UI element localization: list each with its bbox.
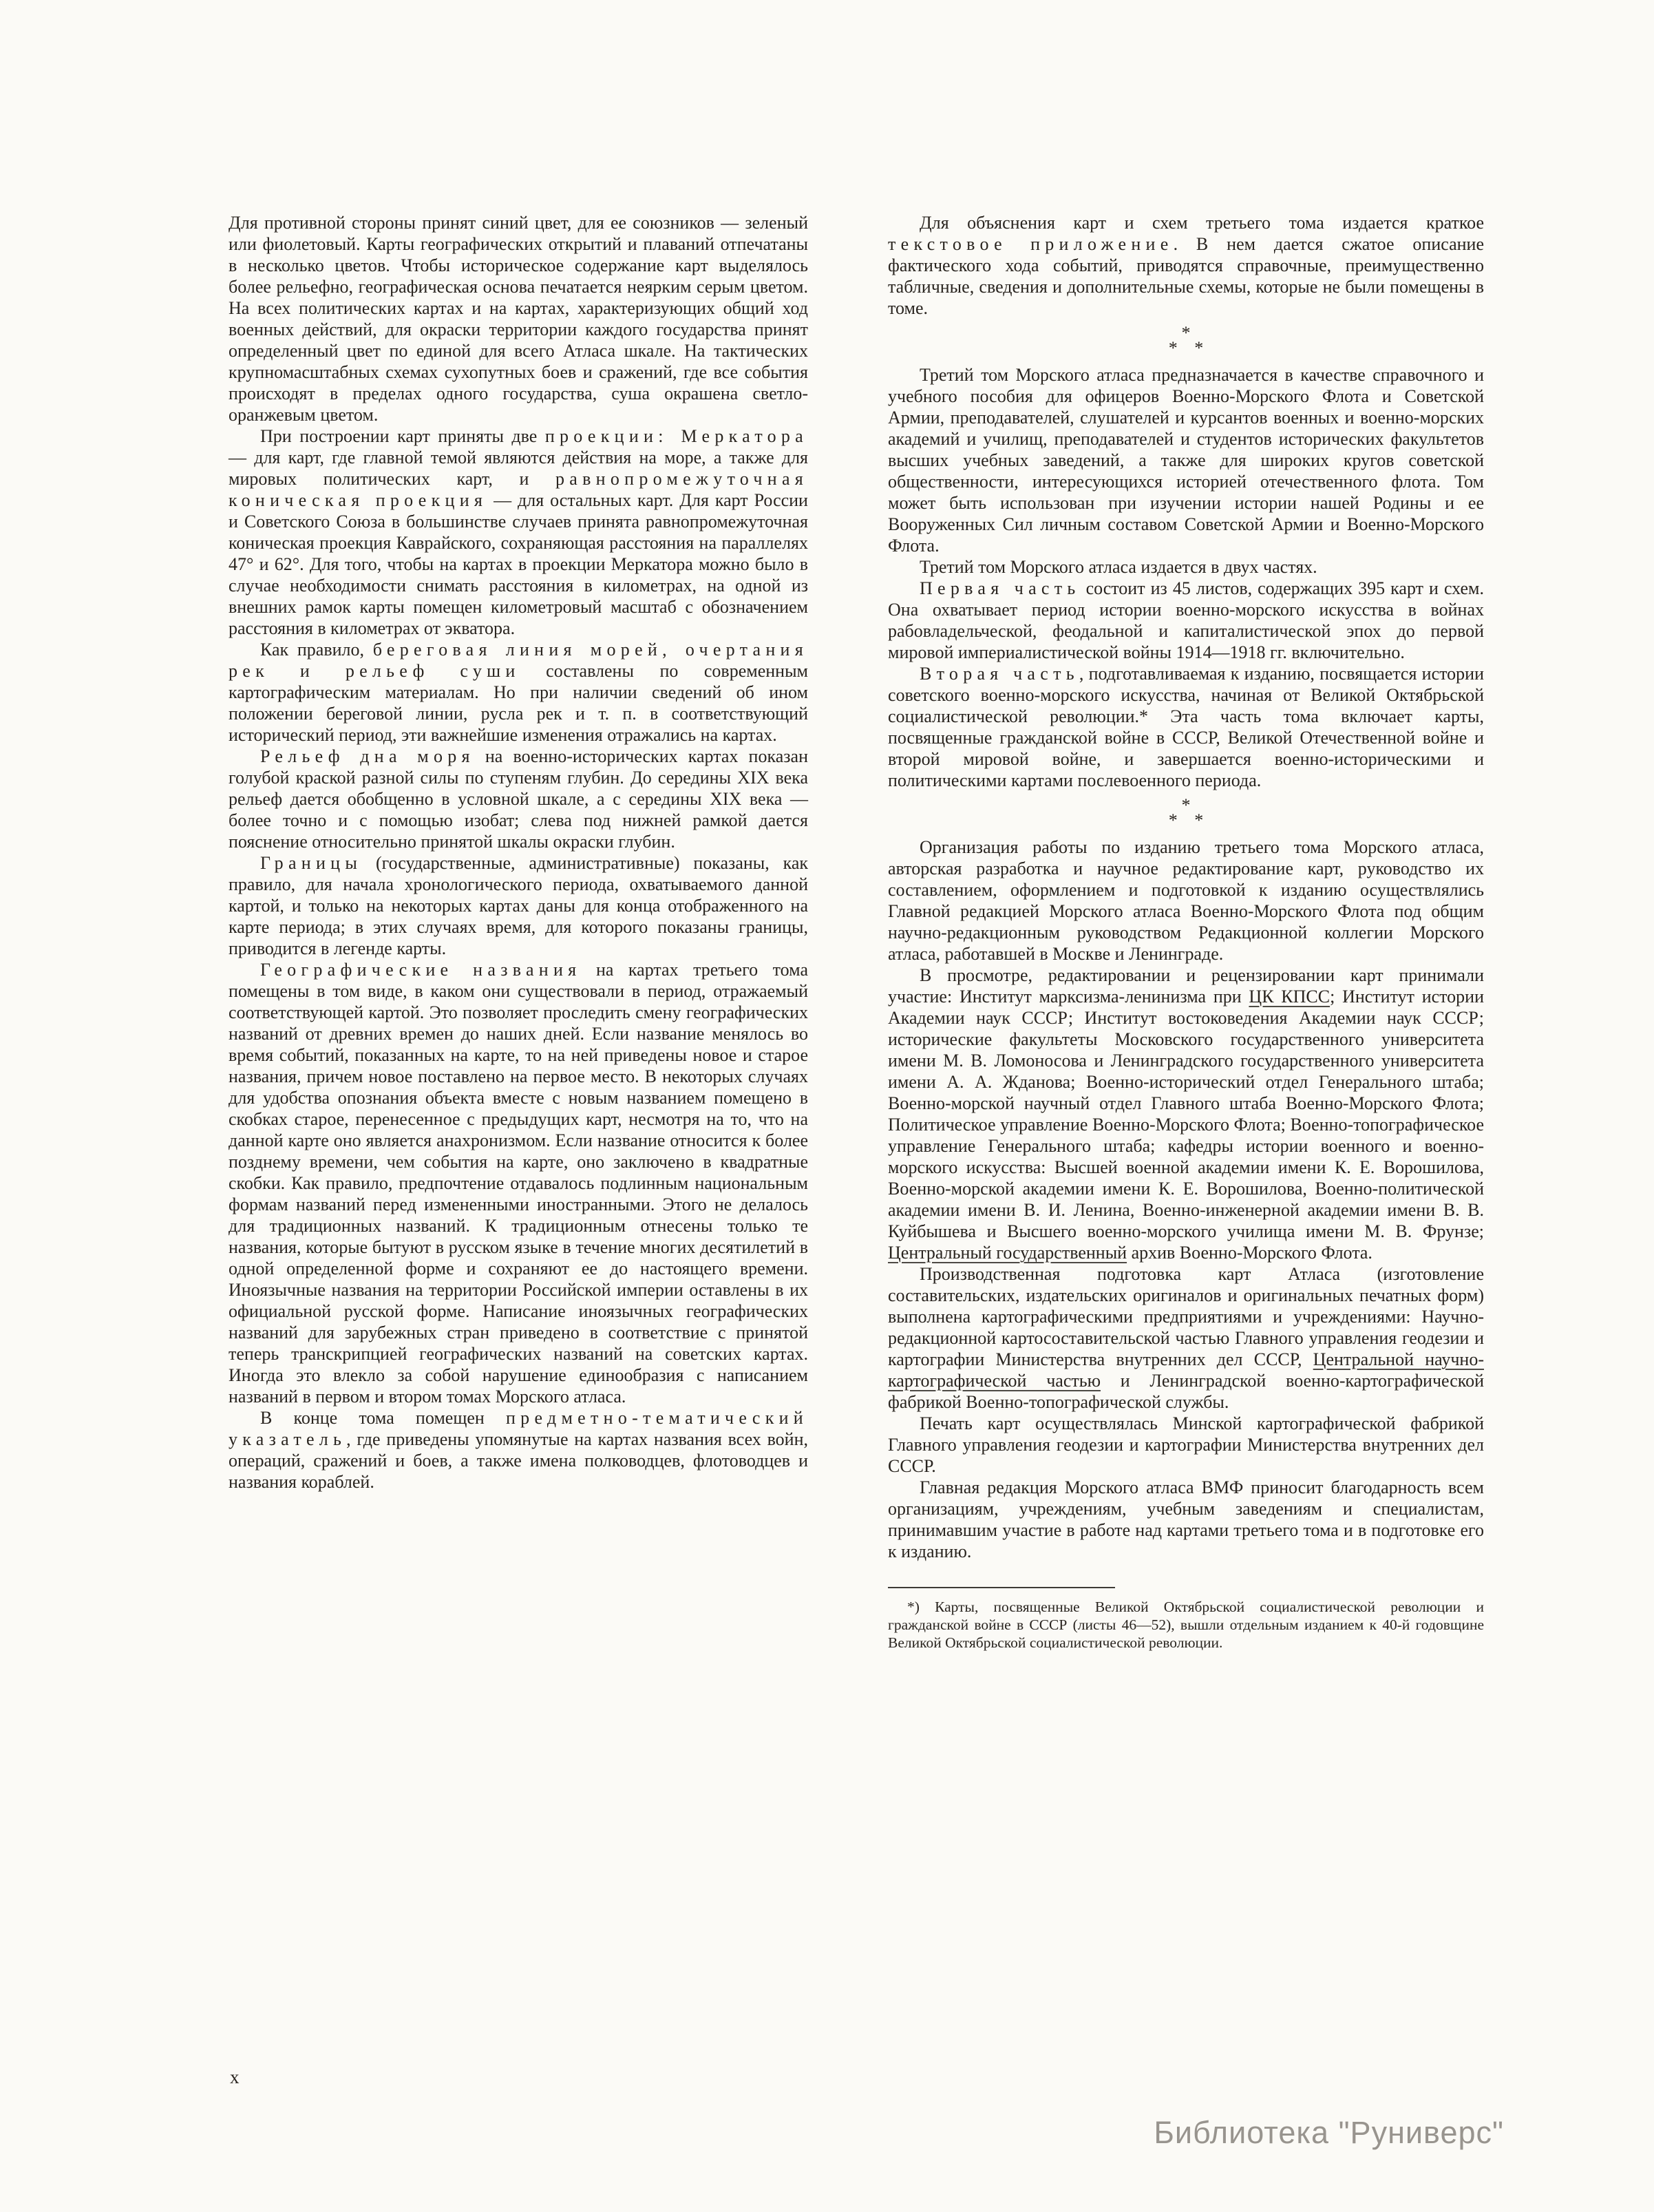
paragraph (229, 852, 808, 959)
paragraph (888, 556, 1484, 578)
text-segment: архив Военно-Морского Флота. (1127, 1243, 1372, 1263)
text-columns (229, 212, 1484, 1652)
text-segment: на картах третьего тома помещены в том виде, в каком они существовали в период, отражаемый соответствующей картой. Это позволяет проследить смену географических названий от древних времен до наших дней. Если название менялось во время событий, показанных на карте, то на ней приведены новое и старое названия, причем новое поставлено на первое место. В некоторых случаях для удобства опознания объекта вместе с новым названием помещено в скобках старое, перенесенное с предыдущих карт, несмотря на то, что на данной карте оно является анахронизмом. Если название относится к более позднему времени, чем события на карте, оно заключено в квадратные скобки. Как правило, предпочтение отдавалось подлинным национальным формам названий перед измененными иностранными. Этого не делалось для традиционных названий. К традиционным отнесены только те названия, которые бытуют в русском языке в течение многих десятилетий в одной определенной форме и сохраняют ее до настоящего времени. Иноязычные названия на территории Российской империи оставлены в их официальной русской форме. Написание иноязычных географических названий для зарубежных стран приведено в соответствие с принятой теперь транскрипцией географических названий на советских картах. Иногда это влекло за собой нарушение единообразия с написанием названий в первом и втором томах Морского атласа. (229, 960, 808, 1407)
paragraph (888, 1413, 1484, 1477)
paragraph (888, 663, 1484, 791)
paragraph (888, 965, 1484, 1263)
paragraph (888, 1477, 1484, 1562)
paragraph (229, 425, 808, 639)
paragraph (229, 639, 808, 746)
text-segment: , подготавливаемая к изданию, посвящается истории советского военно-морского искусства, начиная от Великой Октябрьской социалистической революции.* Эта часть тома включает карты, посвященные гражданской войне в СССР, Великой Отечественной войне и второй мировой войне, и завершается военно-историческими и политическими картами послевоенного периода. (888, 664, 1484, 790)
underlined-text: Центральной научно-картографической частью (888, 1349, 1484, 1391)
asterisk-separator: * * * (1168, 323, 1204, 358)
text-segment: Печать карт осуществлялась Минской картографической фабрикой Главного управления геодезии и картографии Министерства внутренних дел СССР. (888, 1413, 1484, 1476)
text-segment: — для карт, где главной темой являются действия на море, а также для мировых политических карт, и (229, 447, 808, 489)
emphasized-text: Вторая часть (920, 664, 1079, 684)
footnote (888, 1587, 1484, 1652)
text-segment: составлены по современным картографическим материалам. Но при наличии сведений об ином положении береговой линии, русла рек и т. п. в соответствующий исторический период, эти важнейшие изменения отражались на картах. (229, 661, 808, 745)
right-column-text (888, 212, 1484, 1562)
emphasized-text: текстовое приложение (888, 234, 1174, 254)
text-segment: (государственные, административные) показаны, как правило, для начала хронологического периода, охватываемого данной картой, и только на некоторых картах даны для конца отображенного на карте периода; в этих случаях время, для которого показаны границы, приводится в легенде карты. (229, 853, 808, 958)
text-segment: Третий том Морского атласа предназначается в качестве справочного и учебного пособия для офицеров Военно-Морского Флота и Советской Армии, преподавателей, слушателей и курсантов военных и военно-морских академий и училищ, преподавателей и студентов исторических факультетов высших учебных заведений, а также для широких кругов советской общественности, интересующихся историей отечественного флота. Том может быть использован при изучении истории нашей Родины и ее Вооруженных Сил личным составом Советской Армии и Военно-Морского Флота. (888, 365, 1484, 556)
text-segment: , где приведены упомянутые на картах названия всех войн, операций, сражений и боев, а также имена полководцев, флотоводцев и названия кораблей. (229, 1429, 808, 1492)
paragraph (229, 959, 808, 1407)
text-segment: Для объяснения карт и схем третьего тома издается краткое (920, 213, 1484, 233)
paragraph (888, 836, 1484, 965)
left-column (229, 212, 808, 1652)
emphasized-text: Рельеф дна моря (260, 746, 475, 766)
paragraph (888, 1263, 1484, 1413)
text-segment: Производственная подготовка карт Атласа (изготовление составительских, издательских оригиналов и оригинальных печатных форм) выполнена картографическими предприятиями и учреждениями: Научно-редакционной картосоставительской частью Главного управления геодезии и картографии Министерства внутренних дел СССР, (888, 1264, 1484, 1369)
text-segment: В конце тома помещен (260, 1408, 506, 1428)
text-segment: Для противной стороны принят синий цвет, для ее союзников — зеленый или фиолетовый. Карты географических открытий и плаваний отпечатаны в несколько цветов. Чтобы историческое содержание карт выделялось более рельефно, географическая основа печатается неярким серым цветом. На всех политических картах и на картах, характеризующих общий ход военных действий, для окраски территории каждого государства принят определенный цвет по единой для всего Атласа шкале. На тактических крупномасштабных схемах сухопутных боев и сражений, где все события происходят в пределах одного государства, суша окрашена светло-оранжевым цветом. (229, 213, 808, 425)
library-watermark: Библиотека "Руниверс" (1154, 2115, 1504, 2150)
text-segment: ; Институт истории Академии наук СССР; Институт востоковедения Академии наук СССР; исторические факультеты Московского государственного университета имени М. В. Ломоносова и Ленинградского государственного университета имени А. А. Жданова; Военно-исторический отдел Генерального штаба; Военно-морской научный отдел Главного штаба Военно-Морского Флота; Политическое управление Военно-Морского Флота; Военно-топографическое управление Генерального штаба; кафедры истории военного и военно-морского искусства: Высшей военной академии имени К. Е. Ворошилова, Военно-морской академии имени К. Е. Ворошилова, Военно-политической академии имени В. И. Ленина, Военно-инженерной академии имени В. В. Куйбышева и Высшего военно-морского училища имени М. В. Фрунзе; (888, 987, 1484, 1241)
paragraph (888, 364, 1484, 556)
underlined-text: ЦК КПСС (1249, 987, 1330, 1007)
page-number: x (230, 2067, 240, 2087)
paragraph (229, 1407, 808, 1493)
asterisk-separator: * * * (1168, 795, 1204, 830)
text-segment: состоит из 45 листов, содержащих 395 карт и схем. Она охватывает период истории военно-морского искусства в войнах рабовладельческой, феодальной и капиталистической эпох до первой мировой империалистической войны 1914—1918 гг. включительно. (888, 578, 1484, 662)
emphasized-text: проекции: Меркатора (544, 426, 809, 446)
text-segment: — для остальных карт. Для карт России и Советского Союза в большинстве случаев принята равнопромежуточная коническая проекция Каврайского, сохраняющая расстояния на параллелях 47° и 62°. Для того, чтобы на картах в проекции Меркатора можно было в случае необходимости снимать расстояния в километрах, на одной из внешних рамок карты помещен километровый масштаб с обозначением расстояния в километрах от экватора. (229, 490, 808, 638)
text-segment: Главная редакция Морского атласа ВМФ приносит благодарность всем организациям, учреждениям, учебным заведениям и специалистам, принимавшим участие в работе над картами третьего тома и в подготовке его к изданию. (888, 1477, 1484, 1561)
footnote-rule (888, 1587, 1115, 1588)
emphasized-text: Географические названия (260, 960, 582, 980)
emphasized-text: Первая часть (920, 578, 1081, 598)
footnote-text: *) Карты, посвященные Великой Октябрьской социалистической революции и гражданской войне в СССР (листы 46—52), вышли отдельным изданием к 40-й годовщине Великой Октябрьской социалистической революции. (888, 1599, 1484, 1651)
paragraph (888, 578, 1484, 663)
paragraph (888, 212, 1484, 319)
paragraph (229, 212, 808, 425)
text-segment: на военно-исторических картах показан голубой краской разной силы по ступеням глубин. До середины XIX века рельеф дается обобщенно в условной шкале, а с середины XIX века — более точно и с помощью изобат; слева под нижней рамкой дается пояснение относительно принятой шкалы окраски глубин. (229, 746, 808, 852)
underlined-text: Центральный государственный (888, 1243, 1127, 1263)
emphasized-text: Границы (260, 853, 363, 873)
emphasized-text: береговая линия морей, очертания рек и рельеф суши (229, 640, 808, 681)
text-segment: В просмотре, редактировании и рецензировании карт принимали участие: Институт марксизма-ленинизма при (888, 965, 1484, 1007)
emphasized-text: предметно-тематический указатель (229, 1408, 808, 1449)
text-segment: . В нем дается сжатое описание фактического хода событий, приводятся справочные, преимущественно табличные, сведения и дополнительные схемы, которые не были помещены в томе. (888, 234, 1485, 318)
emphasized-text: равнопромежуточная коническая проекция (229, 469, 808, 510)
text-segment: Третий том Морского атласа издается в двух частях. (920, 557, 1317, 577)
text-segment: Как правило, (260, 640, 373, 660)
text-segment: Организация работы по изданию третьего тома Морского атласа, авторская разработка и научное редактирование карт, руководство их составлением, оформлением и подготовкой к изданию осуществлялись Главной редакцией Морского атласа Военно-Морского Флота под общим научно-редакционным руководством Редакционной коллегии Морского атласа, работавшей в Москве и Ленинграде. (888, 837, 1484, 964)
text-segment: и Ленинградской военно-картографической фабрикой Военно-топографической службы. (888, 1371, 1484, 1412)
paragraph (229, 746, 808, 852)
text-segment: При построении карт приняты две (260, 426, 545, 446)
right-column (888, 212, 1484, 1652)
